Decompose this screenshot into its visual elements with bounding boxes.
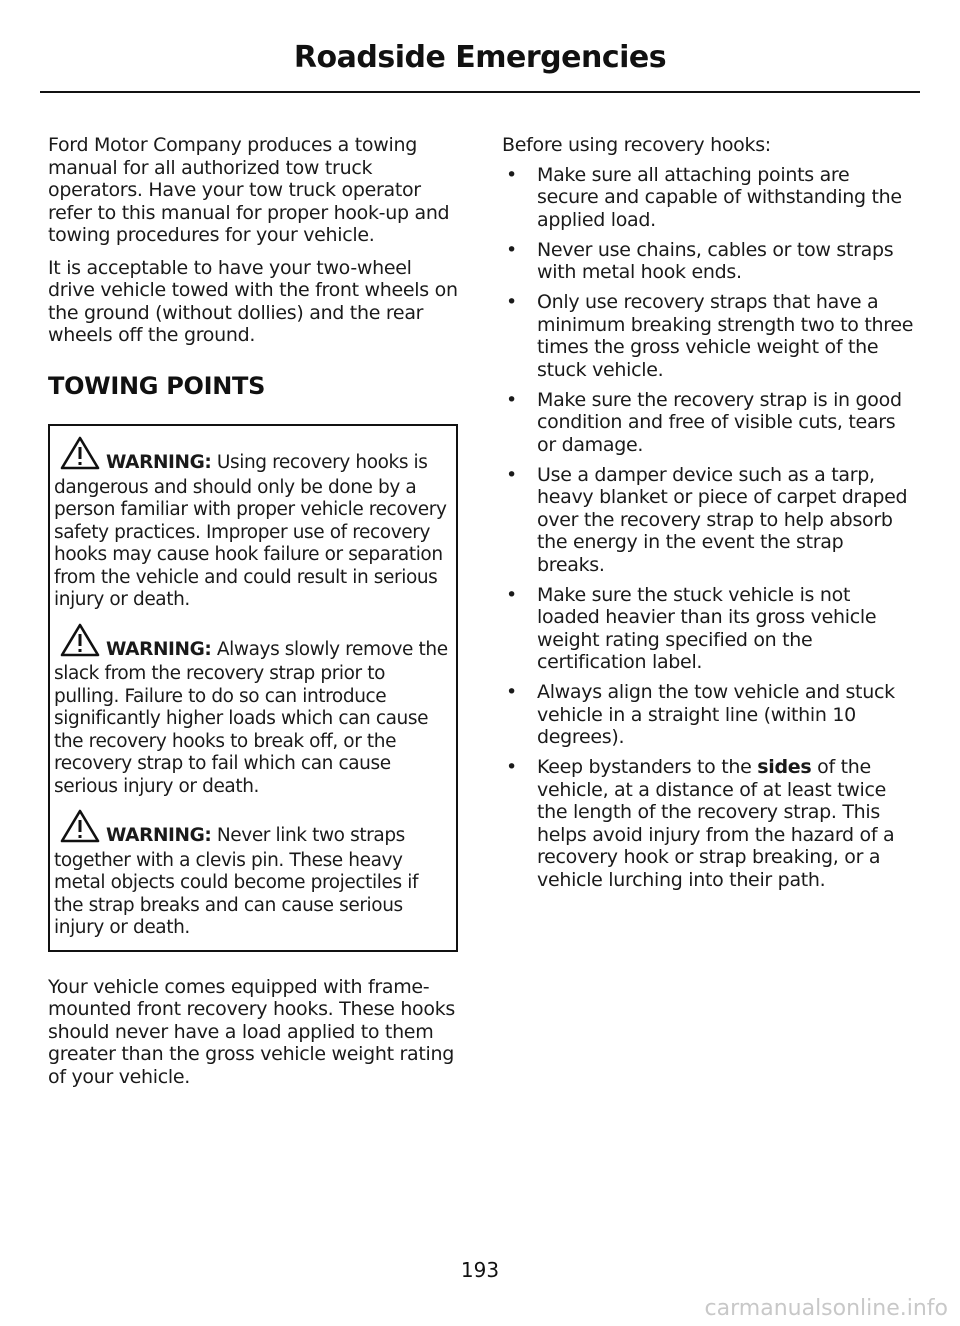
bullet-dot: • bbox=[506, 681, 517, 703]
bullet-dot: • bbox=[506, 463, 517, 486]
watermark: carmanualsonline.info bbox=[704, 1296, 948, 1321]
warning-item bbox=[54, 623, 450, 799]
bullet-dot: • bbox=[506, 756, 517, 778]
bullet-dot: • bbox=[506, 291, 517, 313]
warning-label: WARNING: bbox=[106, 638, 212, 660]
warning-item bbox=[54, 436, 450, 612]
list-item-text-after: of the vehicle, at a distance of at least twice the length of the recovery strap. This helps avoid injury from the hazard of a recovery hook or strap breaking, or a vehicle lurching into their path. bbox=[537, 756, 895, 891]
right-column bbox=[502, 134, 914, 899]
page-title: Roadside Emergencies bbox=[293, 40, 667, 75]
list-item-text: Always align the tow vehicle and stuck vehicle in a straight line (within 10 degrees). bbox=[537, 681, 895, 748]
list-item-text: Make sure all attaching points are secure and capable of withstanding the applied load. bbox=[537, 163, 902, 231]
bullet-list bbox=[502, 164, 914, 892]
list-item-text: Never use chains, cables or tow straps with metal hook ends. bbox=[537, 238, 894, 283]
list-intro: Before using recovery hooks: bbox=[502, 134, 771, 156]
warning-triangle-icon bbox=[60, 436, 100, 477]
emphasis-text: sides bbox=[757, 756, 812, 778]
bullet-dot: • bbox=[506, 163, 517, 186]
list-item bbox=[502, 291, 914, 381]
header-divider bbox=[40, 91, 920, 93]
body-paragraph: Your vehicle comes equipped with frame-mounted front recovery hooks. These hooks should never have a load applied to them greater than the gross vehicle weight rating of your vehicle. bbox=[48, 975, 456, 1088]
warning-text: Always slowly remove the slack from the recovery strap prior to pulling. Failure to do so can introduce significantly higher loads which can cause the recovery hooks to break off, or the recovery strap to fail which can cause serious injury or death. bbox=[54, 638, 448, 797]
bullet-dot: • bbox=[506, 583, 517, 606]
bullet-dot: • bbox=[506, 388, 517, 411]
body-paragraph: Ford Motor Company produces a towing manual for all authorized tow truck operators. Have your tow truck operator refer to this manual for proper hook-up and towing procedures for your vehicle. bbox=[48, 134, 450, 246]
list-item bbox=[502, 681, 914, 749]
list-item-text: Only use recovery straps that have a minimum breaking strength two to three times the gross vehicle weight of the stuck vehicle. bbox=[537, 291, 914, 381]
list-item-text: Make sure the stuck vehicle is not loaded heavier than its gross vehicle weight rating specified on the certification label. bbox=[537, 583, 877, 673]
warning-triangle-icon bbox=[60, 809, 100, 850]
list-item bbox=[502, 389, 914, 457]
warning-label: WARNING: bbox=[106, 452, 212, 473]
warning-label: WARNING: bbox=[106, 825, 212, 846]
body-paragraph: It is acceptable to have your two-wheel drive vehicle towed with the front wheels on the ground (without dollies) and the rear wheels off the ground. bbox=[48, 256, 458, 346]
warning-text: Using recovery hooks is dangerous and should only be done by a person familiar with proper vehicle recovery safety practices. Improper use of recovery hooks may cause hook failure or separation from the vehicle and could result in serious injury or death. bbox=[54, 452, 447, 610]
list-item bbox=[502, 164, 914, 232]
warning-triangle-icon bbox=[60, 623, 100, 664]
list-item bbox=[502, 756, 914, 891]
left-column bbox=[48, 134, 458, 1098]
list-item bbox=[502, 584, 914, 674]
list-item-text: Use a damper device such as a tarp, heavy blanket or piece of carpet draped over the recovery strap to help absorb the energy in the event the strap breaks. bbox=[537, 463, 908, 576]
page-number: 193 bbox=[460, 1258, 500, 1282]
warning-text: Never link two straps together with a clevis pin. These heavy metal objects could become projectiles if the strap breaks and can cause serious injury or death. bbox=[54, 825, 419, 938]
warning-box bbox=[48, 424, 458, 952]
list-item-text: Make sure the recovery strap is in good condition and free of visible cuts, tears or damage. bbox=[537, 388, 902, 456]
list-item bbox=[502, 464, 914, 577]
list-item-text-before: Keep bystanders to the bbox=[537, 756, 758, 778]
warning-item bbox=[54, 809, 450, 940]
bullet-dot: • bbox=[506, 238, 517, 261]
list-item bbox=[502, 239, 914, 284]
section-heading: TOWING POINTS bbox=[48, 371, 266, 400]
